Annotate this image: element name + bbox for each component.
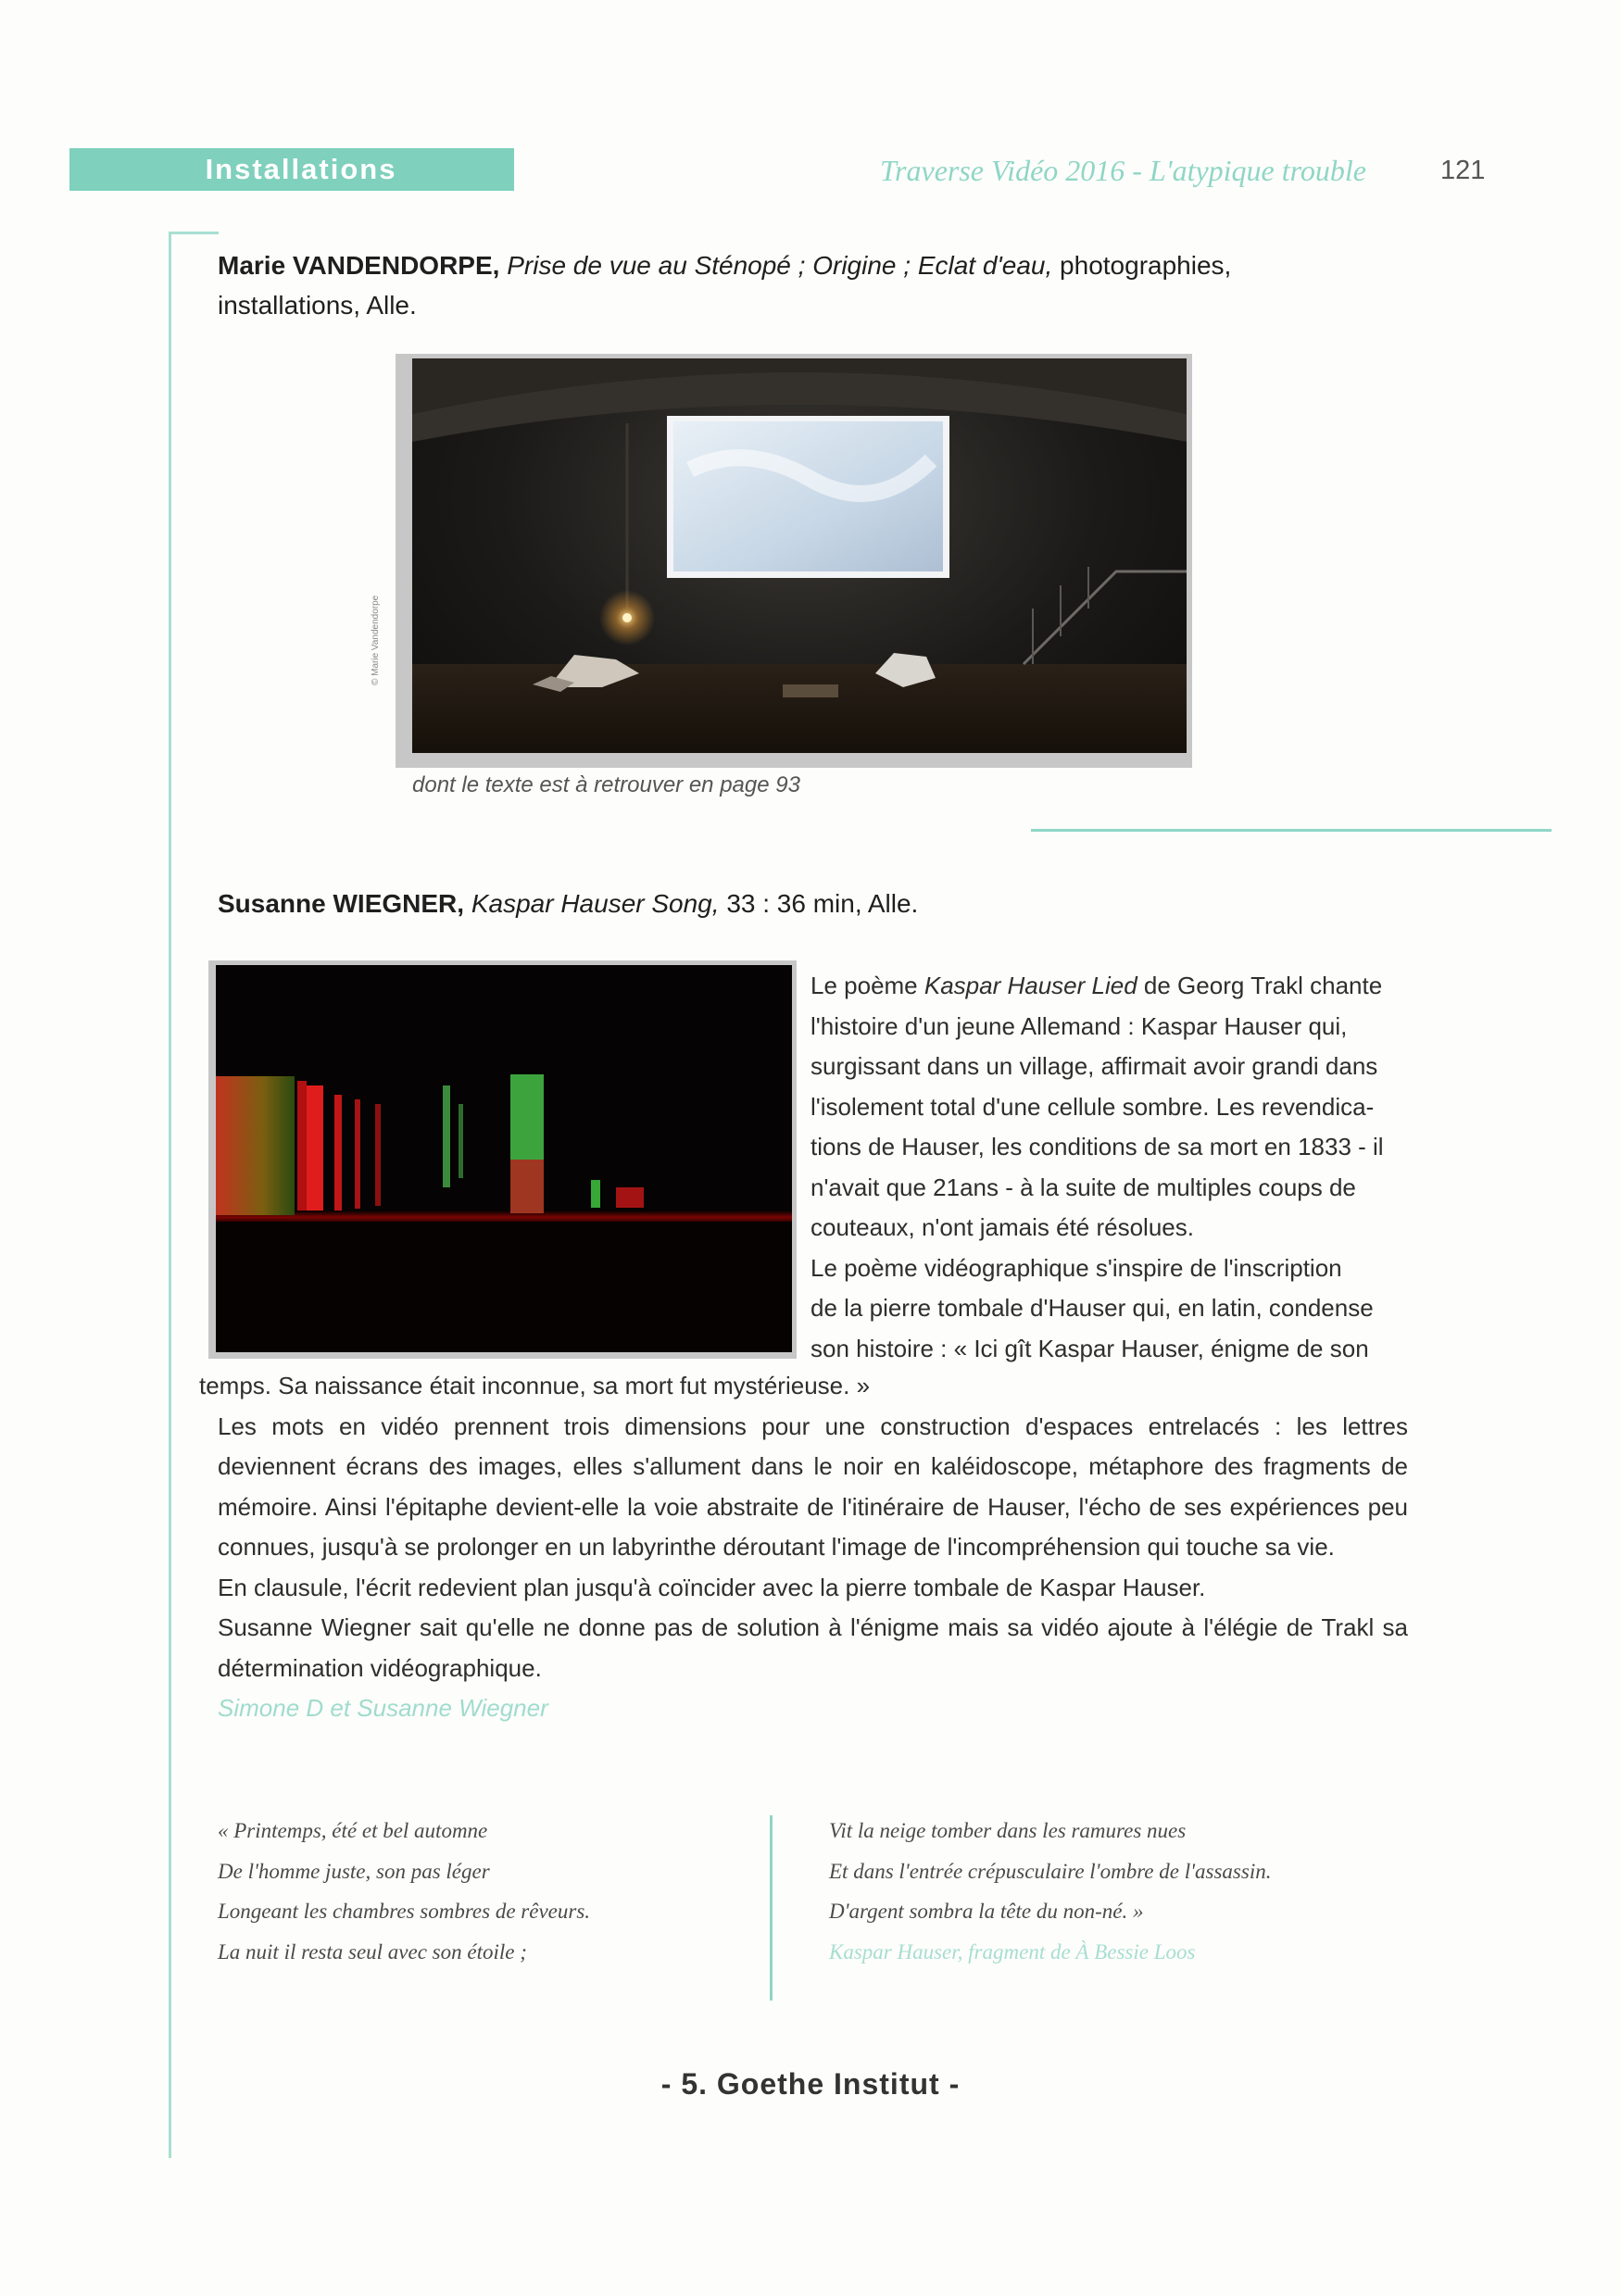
- wrap-line: tions de Hauser, les conditions de sa mort en 1833 - il: [810, 1133, 1384, 1161]
- poem-line: Et dans l'entrée crépusculaire l'ombre de l'assassin.: [829, 1859, 1272, 1883]
- wrap-line-text: Le poème: [810, 972, 924, 999]
- video-still-graphic: [216, 965, 792, 1352]
- video-still: [216, 965, 792, 1352]
- wrap-line: [810, 966, 1408, 1007]
- wrap-line: couteaux, n'ont jamais été résolues.: [810, 1213, 1194, 1241]
- entry1-details-1: photographies,: [1060, 251, 1232, 280]
- entry2-work: Kaspar Hauser Song,: [471, 889, 720, 918]
- wrap-line: Le poème vidéographique s'inspire de l'inscription: [810, 1253, 1342, 1282]
- poem-line: D'argent sombra la tête du non-né. »: [829, 1900, 1144, 1923]
- entry1-works: Prise de vue au Sténopé ; Origine ; Eclat d'eau,: [507, 251, 1053, 280]
- section-label: Installations: [205, 153, 397, 185]
- photo-credit: © Marie Vandendorpe: [371, 595, 381, 685]
- wrap-line: l'isolement total d'une cellule sombre. Les revendica-: [810, 1092, 1375, 1121]
- margin-rule-tick: [169, 232, 219, 234]
- poem-left-column: [218, 1811, 736, 1972]
- wrap-line: son histoire : « Ici gît Kaspar Hauser, énigme de son: [810, 1334, 1369, 1362]
- poem-divider: [770, 1815, 773, 2001]
- wrap-text-block: [810, 966, 1408, 1369]
- poem-line: La nuit il resta seul avec son étoile ;: [218, 1939, 527, 1964]
- photo-caption: dont le texte est à retrouver en page 93: [412, 772, 800, 797]
- poem-line: Vit la neige tomber dans les ramures nues: [829, 1819, 1187, 1842]
- body-text: [199, 1366, 1408, 1729]
- wrap-line: de la pierre tombale d'Hauser qui, en latin, condense: [810, 1294, 1374, 1322]
- poem-line: « Printemps, été et bel automne: [218, 1819, 488, 1842]
- section-tab: [69, 148, 514, 191]
- paragraph: temps. Sa naissance était inconnue, sa mort fut mystérieuse. »: [199, 1372, 871, 1399]
- paragraph: Les mots en vidéo prennent trois dimensions pour une construction d'espaces entrelacés : les lettres deviennent écrans des images, elles s'allument dans le noir en kaléidoscope, métaphore des fragments de mémoire. Ainsi l'épitaphe devient-elle la voie abstraite de l'itinéraire de Hauser, l'écho de ses expériences peu connues, jusqu'à se prolonger en un labyrinthe déroutant l'image de l'incompréhension qui touche sa vie.: [218, 1411, 1408, 1561]
- wrap-line: surgissant dans un village, affirmait avoir grandi dans: [810, 1052, 1378, 1080]
- poem-right-column: [829, 1811, 1403, 1972]
- paragraph: Susanne Wiegner sait qu'elle ne donne pas de solution à l'énigme mais sa vidéo ajoute à l'élégie de Trakl sa détermination vidéographique.: [218, 1613, 1408, 1682]
- poem-line: Longeant les chambres sombres de rêveurs.: [218, 1900, 591, 1923]
- signature: Simone D et Susanne Wiegner: [218, 1694, 548, 1722]
- poem-credit: Kaspar Hauser, fragment de À Bessie Loos: [829, 1939, 1196, 1964]
- poem-title-italic: Kaspar Hauser Lied: [924, 972, 1137, 999]
- installation-photo: [412, 358, 1187, 753]
- installation-photo-graphic: [412, 358, 1187, 753]
- entry1-artist: Marie VANDENDORPE,: [218, 251, 500, 280]
- margin-rule: [169, 232, 171, 2158]
- entry2-artist: Susanne WIEGNER,: [218, 889, 465, 918]
- wrap-line: l'histoire d'un jeune Allemand : Kaspar Hauser qui,: [810, 1011, 1348, 1040]
- page-number: 121: [1440, 156, 1486, 185]
- running-title: Traverse Vidéo 2016 - L'atypique trouble: [880, 154, 1366, 187]
- wrap-line: n'avait que 21ans - à la suite de multiples coups de: [810, 1173, 1356, 1201]
- wrap-line-text: de Georg Trakl chante: [1137, 972, 1383, 999]
- poem-line: De l'homme juste, son pas léger: [218, 1859, 490, 1883]
- entry2-heading: [218, 884, 1422, 923]
- entry1-details-2: installations, Alle.: [218, 291, 417, 320]
- entry2-details: 33 : 36 min, Alle.: [726, 889, 919, 918]
- footer-label: - 5. Goethe Institut -: [660, 2067, 961, 2101]
- section-divider: [1031, 829, 1552, 832]
- entry1-heading: [218, 245, 1422, 325]
- paragraph: En clausule, l'écrit redevient plan jusqu'à coïncider avec la pierre tombale de Kaspar Hauser.: [218, 1573, 1206, 1601]
